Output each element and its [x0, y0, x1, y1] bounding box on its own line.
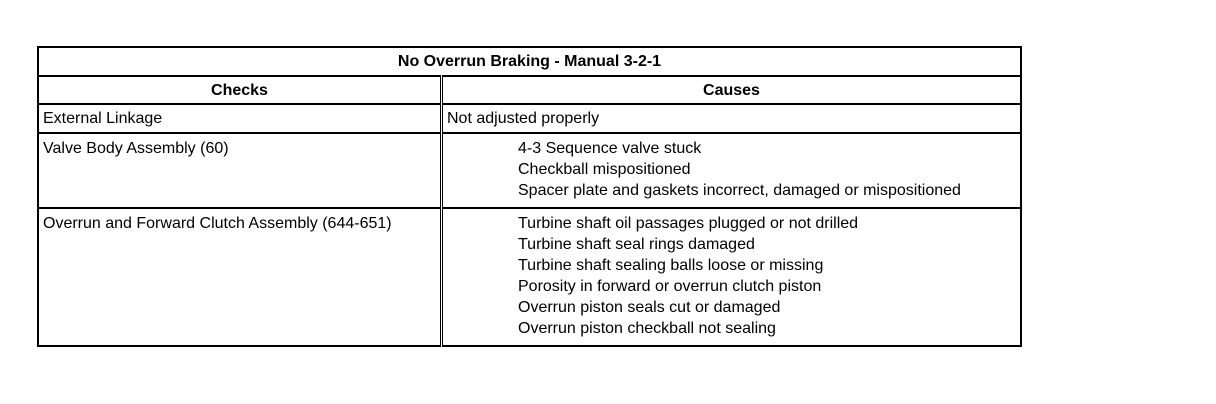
check-cell: Valve Body Assembly (60) — [38, 133, 442, 208]
cause-cell — [442, 208, 1022, 346]
diagnosis-table — [37, 46, 1022, 347]
cause-item: Overrun piston checkball not sealing — [518, 320, 776, 337]
table-header-row — [38, 76, 1021, 104]
cause-list — [447, 138, 1020, 201]
table-title: No Overrun Braking - Manual 3-2-1 — [38, 47, 1021, 76]
cause-item: Turbine shaft sealing balls loose or missing — [518, 257, 824, 274]
cause-item: Spacer plate and gaskets incorrect, damaged or mispositioned — [518, 182, 961, 199]
cause-cell — [442, 133, 1022, 208]
table-row — [38, 104, 1021, 133]
check-cell: External Linkage — [38, 104, 442, 133]
cause-item: Checkball mispositioned — [518, 161, 691, 178]
cause-list — [447, 213, 1020, 339]
causes-column-header: Causes — [442, 76, 1022, 104]
cause-item: 4-3 Sequence valve stuck — [518, 140, 702, 157]
table-row — [38, 208, 1021, 346]
table-row — [38, 133, 1021, 208]
cause-item: Overrun piston seals cut or damaged — [518, 299, 781, 316]
cause-item: Not adjusted properly — [447, 110, 600, 127]
cause-item: Porosity in forward or overrun clutch piston — [518, 278, 822, 295]
check-cell: Overrun and Forward Clutch Assembly (644-651) — [38, 208, 442, 346]
cause-cell — [442, 104, 1022, 133]
table-title-row — [38, 47, 1021, 76]
cause-item: Turbine shaft oil passages plugged or not drilled — [518, 215, 859, 232]
checks-column-header: Checks — [38, 76, 442, 104]
cause-item: Turbine shaft seal rings damaged — [518, 236, 755, 253]
